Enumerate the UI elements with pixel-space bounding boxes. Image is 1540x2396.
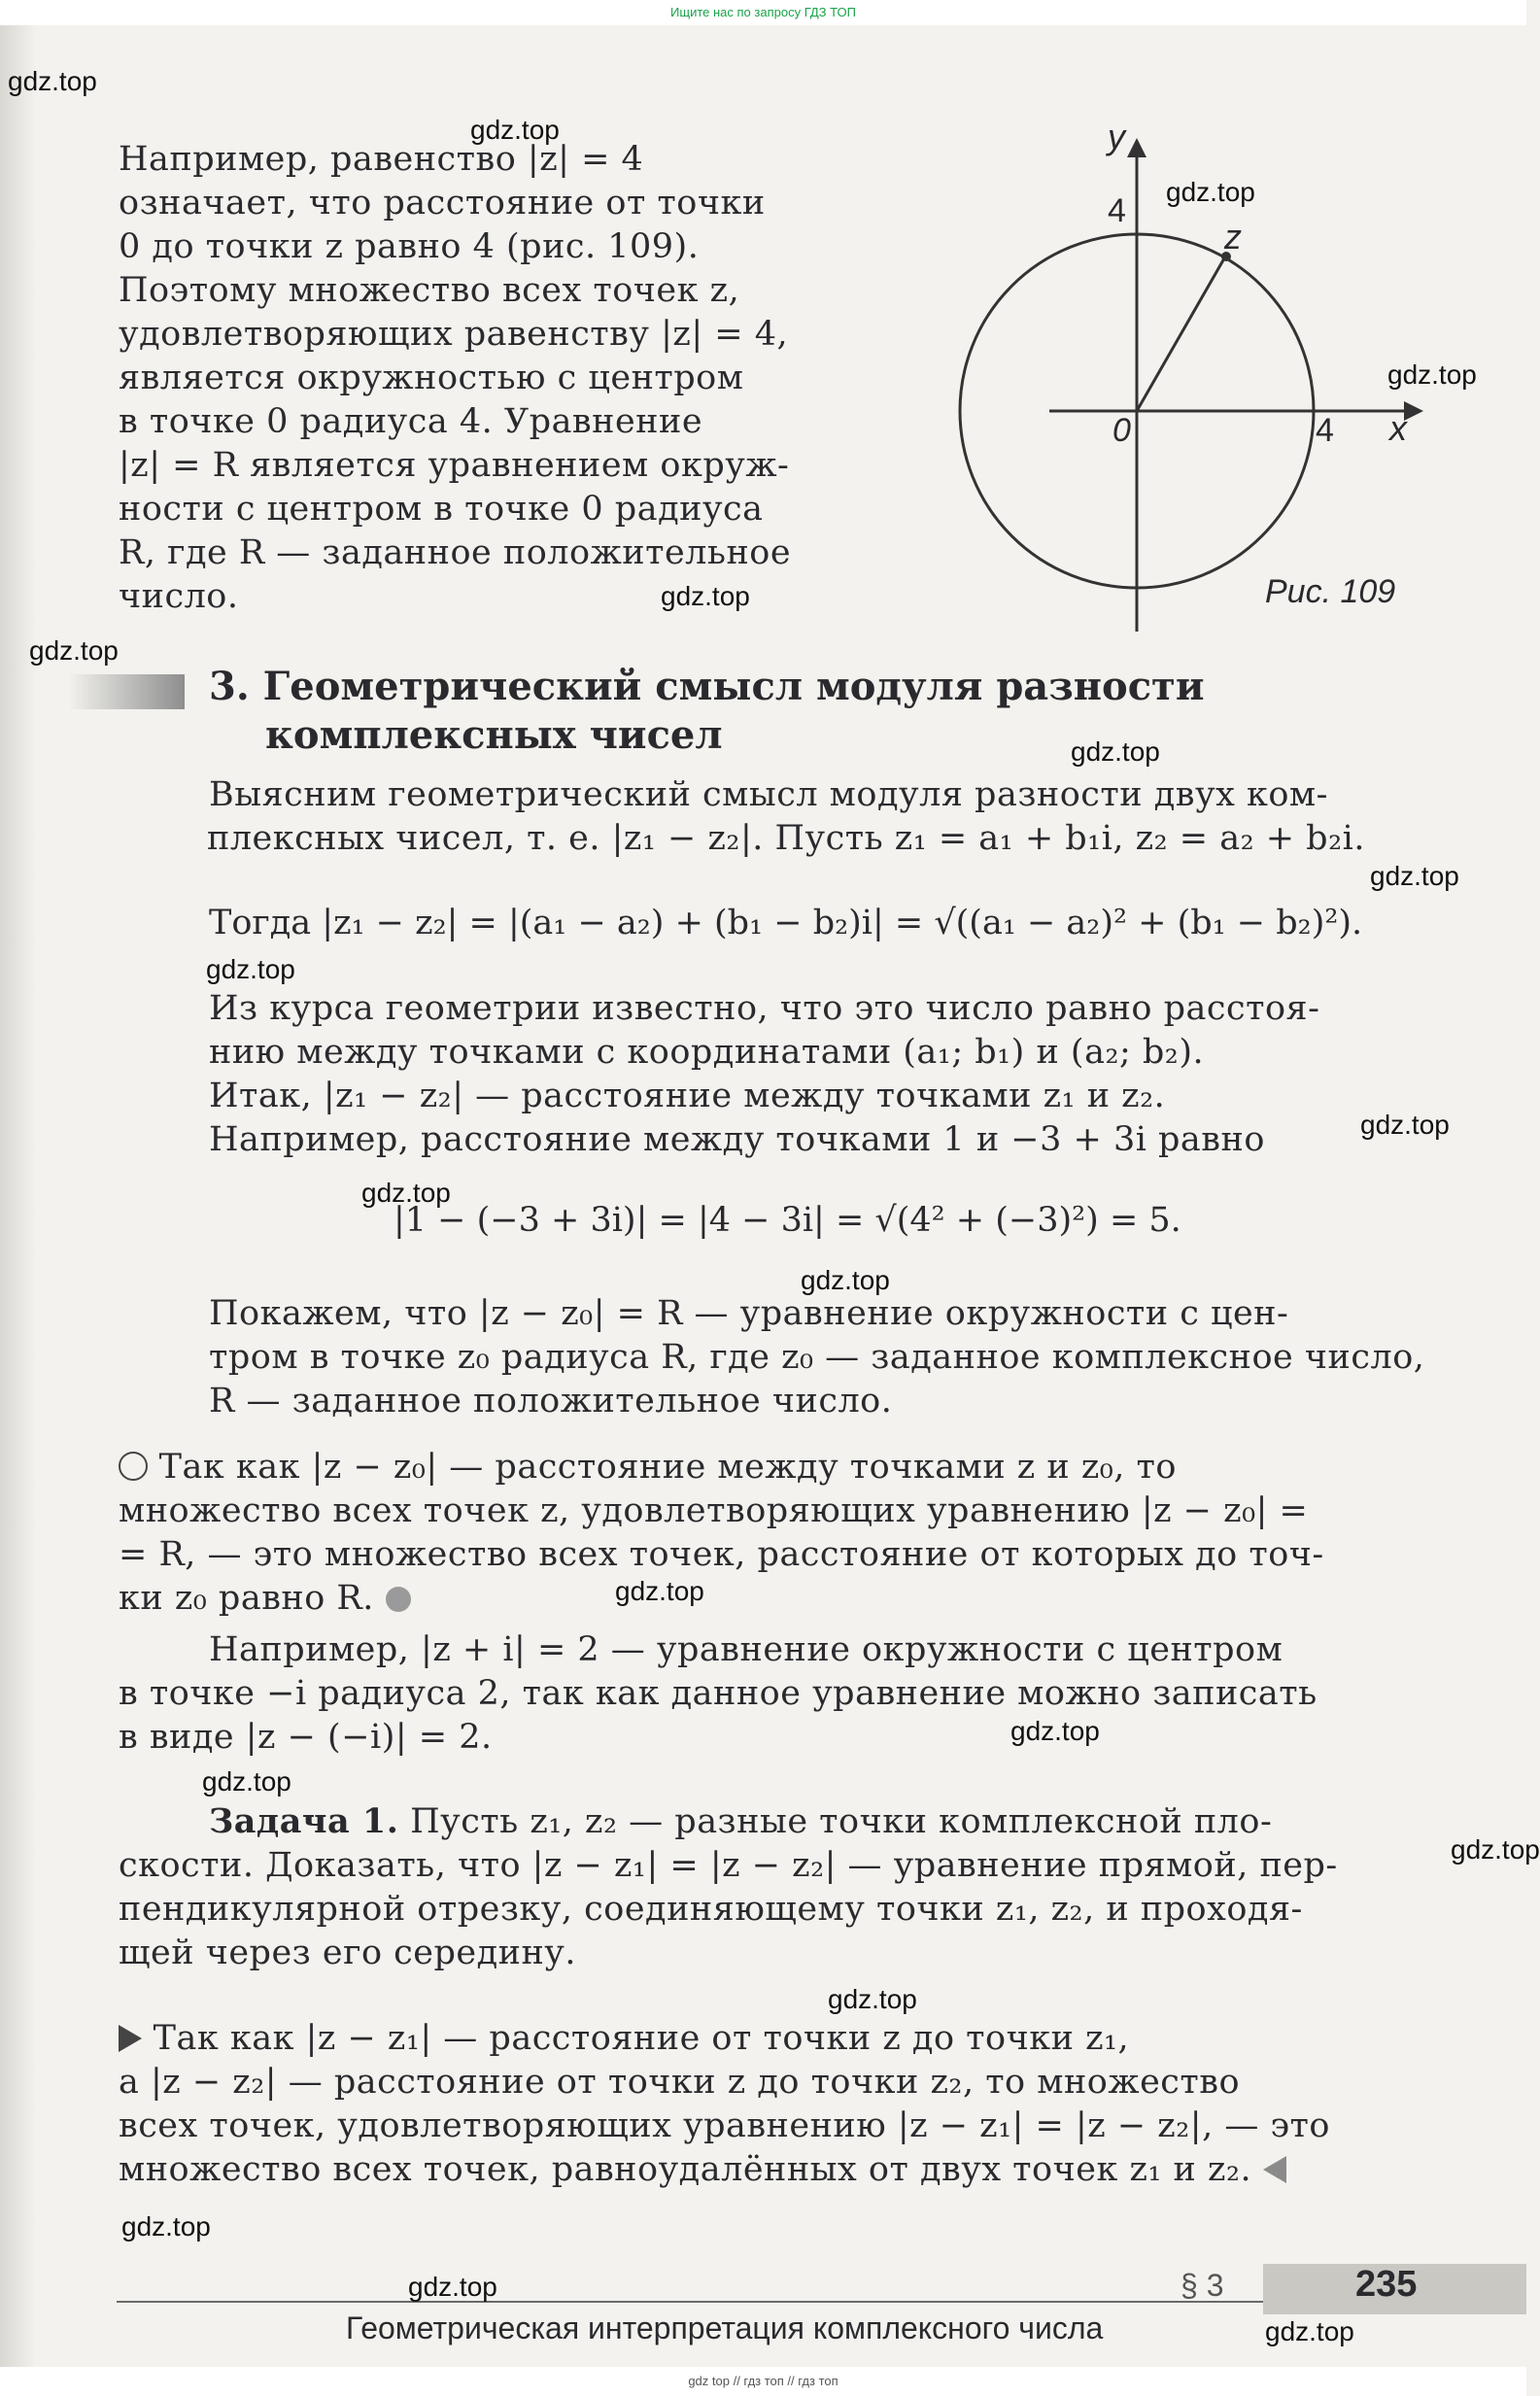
- x-tick-4: 4: [1316, 412, 1334, 449]
- example-formula: |1 − (−3 + 3i)| = |4 − 3i| = √(4² + (−3)²) = 5.: [394, 1201, 1181, 1240]
- y-tick-4: 4: [1108, 192, 1126, 229]
- text-line: [209, 1799, 1419, 1844]
- text-line: нию между точками с координатами (a₁; b₁) и (a₂; b₂).: [209, 1033, 1205, 1072]
- watermark: gdz.top: [1010, 1716, 1100, 1746]
- proof-end-dot-icon: [386, 1587, 411, 1612]
- watermark: gdz.top: [1451, 1834, 1540, 1865]
- text-line: Покажем, что |z − z₀| = R — уравнение окружности с цен-: [209, 1294, 1289, 1333]
- section-heading-line: 3. Геометрический смысл модуля разности: [209, 664, 1205, 709]
- text-line: [119, 1577, 1420, 1621]
- text-line: плексных чисел, т. е. |z₁ − z₂|. Пусть z₁ = a₁ + b₁i, z₂ = a₂ + b₂i.: [207, 819, 1365, 858]
- intro-line: означает, что расстояние от точки: [119, 184, 766, 222]
- origin-label: 0: [1112, 412, 1131, 449]
- radius-segment: [1137, 258, 1224, 411]
- watermark: gdz.top: [361, 1178, 451, 1208]
- watermark: gdz.top: [1360, 1110, 1450, 1140]
- section-heading: [209, 663, 1205, 760]
- intro-line: Например, равенство |z| = 4: [119, 140, 644, 179]
- paragraph-2: [209, 987, 1419, 1162]
- text-line: [119, 2017, 1420, 2061]
- task-1: [119, 1799, 1419, 1975]
- proof-2: [119, 2017, 1420, 2192]
- paragraph-3: [209, 1292, 1425, 1423]
- text-line: Итак, |z₁ − z₂| — расстояние между точками z₁ и z₂.: [209, 1077, 1166, 1115]
- text-line-content: ки z₀ равно R.: [119, 1579, 374, 1618]
- intro-line: |z| = R является уравнением окруж-: [119, 446, 790, 485]
- text-line: скости. Доказать, что |z − z₁| = |z − z₂| — уравнение прямой, пер-: [119, 1846, 1338, 1885]
- watermark: gdz.top: [470, 115, 560, 145]
- x-axis-arrow: [1404, 401, 1423, 421]
- proof-start-circle-icon: [119, 1452, 148, 1481]
- text-line: пендикулярной отрезку, соединяющему точки z₁, z₂, и проходя-: [119, 1890, 1303, 1929]
- intro-line: ности с центром в точке 0 радиуса: [119, 490, 764, 529]
- intro-line: удовлетворяющих равенству |z| = 4,: [119, 315, 789, 354]
- intro-paragraph: [119, 138, 867, 619]
- text-line: а |z − z₂| — расстояние от точки z до точки z₂, то множество: [119, 2063, 1241, 2102]
- text-line-content: Пусть z₁, z₂ — разные точки комплексной пло-: [398, 1802, 1273, 1841]
- watermark: gdz.top: [1071, 736, 1160, 767]
- figure-caption: Рис. 109: [1265, 573, 1396, 610]
- task-label: Задача 1.: [209, 1801, 399, 1841]
- y-axis-arrow: [1127, 138, 1146, 157]
- proof-start-triangle-icon: [119, 2025, 142, 2052]
- intro-line: Поэтому множество всех точек z,: [119, 271, 740, 310]
- watermark: gdz.top: [1265, 2316, 1354, 2346]
- top-banner: [0, 0, 1526, 25]
- watermark: gdz.top: [8, 66, 97, 96]
- section-heading-line: комплексных чисел: [265, 712, 723, 758]
- watermark: gdz.top: [1387, 359, 1477, 390]
- watermark: gdz.top: [121, 2211, 211, 2242]
- text-line: всех точек, удовлетворяющих уравнению |z − z₁| = |z − z₂|, — это: [119, 2106, 1330, 2145]
- then-formula: Тогда |z₁ − z₂| = |(a₁ − a₂) + (b₁ − b₂)i| = √((a₁ − a₂)² + (b₁ − b₂)²).: [209, 904, 1363, 942]
- watermark: gdz.top: [408, 2272, 497, 2302]
- text-line: в виде |z − (−i)| = 2.: [119, 1718, 493, 1757]
- text-line: = R, — это множество всех точек, расстояние от которых до точ-: [119, 1535, 1324, 1574]
- watermark: gdz.top: [615, 1576, 704, 1606]
- watermark: gdz.top: [29, 635, 119, 666]
- page-number: 235: [1355, 2264, 1418, 2305]
- footer-rule: [117, 2301, 1263, 2303]
- paragraph-1: [209, 773, 1419, 861]
- text-line: Выясним геометрический смысл модуля разности двух ком-: [209, 775, 1328, 814]
- text-line: в точке −i радиуса 2, так как данное уравнение можно записать: [119, 1674, 1318, 1713]
- footer-section: § 3: [1181, 2268, 1224, 2303]
- search-hint-link[interactable]: Ищите нас по запросу ГДЗ ТОП: [670, 5, 856, 19]
- heading-marker: [68, 674, 185, 709]
- watermark: gdz.top: [1370, 861, 1459, 891]
- watermark: gdz.top: [202, 1766, 291, 1797]
- proof-end-triangle-icon: [1263, 2156, 1286, 2183]
- text-line: тром в точке z₀ радиуса R, где z₀ — заданное комплексное число,: [209, 1338, 1425, 1377]
- text-line: [119, 1446, 1420, 1489]
- watermark: gdz.top: [1166, 177, 1255, 207]
- text-line: [119, 2148, 1420, 2192]
- intro-line: R, где R — заданное положительное: [119, 533, 792, 572]
- text-line: Например, |z + i| = 2 — уравнение окружности с центром: [209, 1630, 1283, 1669]
- text-line: Из курса геометрии известно, что это число равно расстоя-: [209, 989, 1320, 1028]
- watermark: gdz.top: [801, 1265, 890, 1295]
- intro-line: является окружностью с центром: [119, 359, 744, 397]
- intro-line: в точке 0 радиуса 4. Уравнение: [119, 402, 703, 441]
- text-line: R — заданное положительное число.: [209, 1382, 893, 1420]
- intro-line: 0 до точки z равно 4 (рис. 109).: [119, 227, 700, 266]
- y-axis-label: y: [1108, 117, 1125, 156]
- x-axis-label: x: [1389, 408, 1407, 448]
- text-line-content: множество всех точек, равноудалённых от двух точек z₁ и z₂.: [119, 2150, 1252, 2189]
- intro-line: число.: [119, 577, 239, 616]
- proof-1: [119, 1446, 1420, 1621]
- watermark: gdz.top: [206, 954, 295, 984]
- text-line: щей через его середину.: [119, 1934, 576, 1972]
- text-line: Например, расстояние между точками 1 и −3 + 3i равно: [209, 1120, 1265, 1159]
- page-binding-shadow: [0, 25, 37, 2367]
- watermark: gdz.top: [661, 581, 750, 611]
- paragraph-4: [119, 1628, 1419, 1760]
- bottom-banner[interactable]: gdz top // гдз топ // гдз топ: [0, 2367, 1526, 2396]
- footer-chapter-title: Геометрическая интерпретация комплексного числа: [346, 2310, 1104, 2345]
- text-line-content: Так как |z − z₀| — расстояние между точками z и z₀, то: [158, 1448, 1177, 1487]
- watermark: gdz.top: [828, 1984, 917, 2014]
- text-line: множество всех точек z, удовлетворяющих уравнению |z − z₀| =: [119, 1491, 1309, 1530]
- text-line-content: Так как |z − z₁| — расстояние от точки z до точки z₁,: [153, 2019, 1130, 2058]
- point-z-label: z: [1224, 217, 1242, 257]
